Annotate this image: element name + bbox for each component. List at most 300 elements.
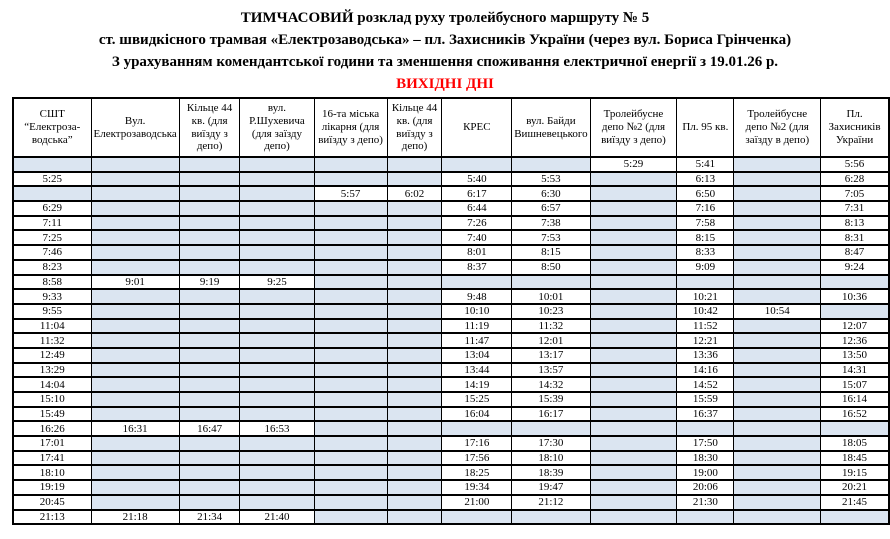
empty-cell — [240, 363, 314, 378]
time-cell: 7:25 — [13, 230, 91, 245]
time-cell: 21:13 — [13, 510, 91, 525]
time-cell: 18:25 — [442, 465, 512, 480]
time-cell: 9:24 — [821, 260, 889, 275]
table-row-3 — [13, 186, 889, 201]
empty-cell — [734, 333, 821, 348]
time-cell: 12:21 — [677, 333, 734, 348]
empty-cell — [734, 392, 821, 407]
empty-cell — [387, 436, 442, 451]
empty-cell — [314, 407, 387, 422]
time-cell: 12:36 — [821, 333, 889, 348]
table-row-2 — [13, 172, 889, 187]
time-cell: 21:45 — [821, 495, 889, 510]
time-cell: 10:36 — [821, 289, 889, 304]
table-row-23 — [13, 480, 889, 495]
empty-cell — [314, 157, 387, 172]
table-row-13 — [13, 333, 889, 348]
time-cell: 11:52 — [677, 319, 734, 334]
empty-cell — [590, 421, 677, 436]
time-cell: 6:50 — [677, 186, 734, 201]
empty-cell — [91, 348, 179, 363]
empty-cell — [240, 407, 314, 422]
empty-cell — [387, 289, 442, 304]
time-cell: 18:05 — [821, 436, 889, 451]
column-header-11: Тролейбусне депо №2 (для заїзду в депо) — [734, 98, 821, 157]
table-row-10 — [13, 289, 889, 304]
empty-cell — [734, 480, 821, 495]
empty-cell — [91, 319, 179, 334]
time-cell: 14:52 — [677, 377, 734, 392]
empty-cell — [91, 245, 179, 260]
empty-cell — [387, 319, 442, 334]
empty-cell — [240, 186, 314, 201]
empty-cell — [314, 289, 387, 304]
empty-cell — [734, 275, 821, 290]
title-block — [0, 0, 890, 95]
table-row-18 — [13, 407, 889, 422]
time-cell: 12:07 — [821, 319, 889, 334]
empty-cell — [734, 289, 821, 304]
table-row-7 — [13, 245, 889, 260]
table-row-17 — [13, 392, 889, 407]
time-cell: 6:28 — [821, 172, 889, 187]
empty-cell — [314, 216, 387, 231]
empty-cell — [590, 172, 677, 187]
empty-cell — [179, 465, 240, 480]
time-cell: 17:41 — [13, 451, 91, 466]
empty-cell — [387, 201, 442, 216]
empty-cell — [240, 201, 314, 216]
empty-cell — [734, 421, 821, 436]
empty-cell — [314, 436, 387, 451]
time-cell: 7:40 — [442, 230, 512, 245]
time-cell: 19:47 — [512, 480, 590, 495]
empty-cell — [590, 465, 677, 480]
empty-cell — [314, 495, 387, 510]
empty-cell — [91, 451, 179, 466]
time-cell: 14:32 — [512, 377, 590, 392]
table-row-24 — [13, 495, 889, 510]
table-row-9 — [13, 275, 889, 290]
time-cell: 19:00 — [677, 465, 734, 480]
time-cell: 9:48 — [442, 289, 512, 304]
time-cell: 13:44 — [442, 363, 512, 378]
empty-cell — [387, 216, 442, 231]
table-row-14 — [13, 348, 889, 363]
empty-cell — [179, 245, 240, 260]
empty-cell — [179, 363, 240, 378]
title-line-2: ст. швидкісного трамвая «Електрозаводська» – пл. Захисників України (через вул. Бориса Грінченка) — [98, 32, 792, 48]
time-cell: 10:10 — [442, 304, 512, 319]
empty-cell — [590, 348, 677, 363]
table-row-11 — [13, 304, 889, 319]
empty-cell — [240, 436, 314, 451]
time-cell: 6:02 — [387, 186, 442, 201]
time-cell: 16:17 — [512, 407, 590, 422]
table-row-6 — [13, 230, 889, 245]
empty-cell — [240, 172, 314, 187]
time-cell: 19:19 — [13, 480, 91, 495]
time-cell: 16:52 — [821, 407, 889, 422]
empty-cell — [240, 230, 314, 245]
time-cell: 17:01 — [13, 436, 91, 451]
empty-cell — [590, 319, 677, 334]
time-cell: 18:30 — [677, 451, 734, 466]
empty-cell — [179, 201, 240, 216]
time-cell: 20:21 — [821, 480, 889, 495]
column-header-3: Кільце 44 кв. (для виїзду з депо) — [179, 98, 240, 157]
empty-cell — [179, 495, 240, 510]
time-cell: 15:10 — [13, 392, 91, 407]
column-header-2: Вул. Електрозаводська — [91, 98, 179, 157]
table-row-22 — [13, 465, 889, 480]
empty-cell — [179, 260, 240, 275]
empty-cell — [91, 216, 179, 231]
empty-cell — [387, 495, 442, 510]
empty-cell — [387, 275, 442, 290]
empty-cell — [512, 157, 590, 172]
empty-cell — [734, 157, 821, 172]
empty-cell — [179, 348, 240, 363]
empty-cell — [91, 377, 179, 392]
empty-cell — [91, 289, 179, 304]
time-cell: 21:00 — [442, 495, 512, 510]
empty-cell — [179, 157, 240, 172]
empty-cell — [240, 495, 314, 510]
empty-cell — [590, 510, 677, 525]
empty-cell — [821, 304, 889, 319]
column-header-8: вул. Байди Вишневецького — [512, 98, 590, 157]
time-cell: 16:04 — [442, 407, 512, 422]
empty-cell — [179, 377, 240, 392]
title-line-1: ТИМЧАСОВИЙ розклад руху тролейбусного маршруту № 5 — [240, 10, 650, 26]
column-header-4: вул. Р.Шухевича (для заїзду депо) — [240, 98, 314, 157]
empty-cell — [387, 451, 442, 466]
empty-cell — [91, 436, 179, 451]
time-cell: 11:32 — [13, 333, 91, 348]
time-cell: 19:15 — [821, 465, 889, 480]
time-cell: 13:50 — [821, 348, 889, 363]
empty-cell — [179, 186, 240, 201]
time-cell: 9:33 — [13, 289, 91, 304]
empty-cell — [179, 436, 240, 451]
time-cell: 12:49 — [13, 348, 91, 363]
time-cell: 9:09 — [677, 260, 734, 275]
time-cell: 14:19 — [442, 377, 512, 392]
time-cell: 8:37 — [442, 260, 512, 275]
time-cell: 8:23 — [13, 260, 91, 275]
table-row-19 — [13, 421, 889, 436]
time-cell: 21:30 — [677, 495, 734, 510]
time-cell: 8:15 — [512, 245, 590, 260]
empty-cell — [387, 392, 442, 407]
time-cell: 8:15 — [677, 230, 734, 245]
time-cell: 8:33 — [677, 245, 734, 260]
time-cell: 21:12 — [512, 495, 590, 510]
empty-cell — [512, 510, 590, 525]
empty-cell — [91, 304, 179, 319]
time-cell: 7:58 — [677, 216, 734, 231]
empty-cell — [91, 230, 179, 245]
empty-cell — [240, 333, 314, 348]
time-cell: 6:13 — [677, 172, 734, 187]
time-cell: 13:04 — [442, 348, 512, 363]
empty-cell — [590, 216, 677, 231]
empty-cell — [442, 510, 512, 525]
time-cell: 13:57 — [512, 363, 590, 378]
empty-cell — [590, 392, 677, 407]
empty-cell — [590, 436, 677, 451]
table-row-25 — [13, 510, 889, 525]
time-cell: 10:42 — [677, 304, 734, 319]
column-header-9: Тролейбусне депо №2 (для виїзду з депо) — [590, 98, 677, 157]
empty-cell — [240, 451, 314, 466]
empty-cell — [314, 451, 387, 466]
empty-cell — [314, 377, 387, 392]
time-cell: 7:38 — [512, 216, 590, 231]
time-cell: 5:56 — [821, 157, 889, 172]
empty-cell — [734, 245, 821, 260]
empty-cell — [387, 245, 442, 260]
empty-cell — [677, 510, 734, 525]
time-cell: 16:31 — [91, 421, 179, 436]
time-cell: 7:46 — [13, 245, 91, 260]
time-cell: 5:29 — [590, 157, 677, 172]
time-cell: 9:25 — [240, 275, 314, 290]
empty-cell — [91, 363, 179, 378]
empty-cell — [179, 304, 240, 319]
time-cell: 17:50 — [677, 436, 734, 451]
empty-cell — [91, 480, 179, 495]
empty-cell — [677, 421, 734, 436]
table-row-15 — [13, 363, 889, 378]
table-row-12 — [13, 319, 889, 334]
empty-cell — [314, 172, 387, 187]
empty-cell — [240, 245, 314, 260]
empty-cell — [734, 465, 821, 480]
empty-cell — [314, 465, 387, 480]
column-header-7: КРЕС — [442, 98, 512, 157]
schedule-table — [12, 97, 890, 525]
time-cell: 20:45 — [13, 495, 91, 510]
time-cell: 14:31 — [821, 363, 889, 378]
time-cell: 8:13 — [821, 216, 889, 231]
empty-cell — [734, 407, 821, 422]
time-cell: 11:47 — [442, 333, 512, 348]
time-cell: 18:39 — [512, 465, 590, 480]
empty-cell — [590, 230, 677, 245]
empty-cell — [734, 495, 821, 510]
empty-cell — [179, 407, 240, 422]
table-row-4 — [13, 201, 889, 216]
empty-cell — [240, 392, 314, 407]
empty-cell — [734, 510, 821, 525]
empty-cell — [387, 348, 442, 363]
time-cell: 9:55 — [13, 304, 91, 319]
time-cell: 15:39 — [512, 392, 590, 407]
time-cell: 7:31 — [821, 201, 889, 216]
empty-cell — [179, 392, 240, 407]
time-cell: 10:21 — [677, 289, 734, 304]
time-cell: 13:36 — [677, 348, 734, 363]
empty-cell — [240, 304, 314, 319]
table-row-20 — [13, 436, 889, 451]
empty-cell — [512, 421, 590, 436]
empty-cell — [590, 333, 677, 348]
empty-cell — [387, 230, 442, 245]
time-cell: 20:06 — [677, 480, 734, 495]
empty-cell — [590, 289, 677, 304]
empty-cell — [179, 480, 240, 495]
empty-cell — [91, 201, 179, 216]
empty-cell — [314, 230, 387, 245]
time-cell: 5:57 — [314, 186, 387, 201]
empty-cell — [179, 216, 240, 231]
time-cell: 7:26 — [442, 216, 512, 231]
empty-cell — [179, 230, 240, 245]
empty-cell — [590, 304, 677, 319]
time-cell: 18:10 — [13, 465, 91, 480]
time-cell: 17:56 — [442, 451, 512, 466]
time-cell: 14:16 — [677, 363, 734, 378]
empty-cell — [387, 333, 442, 348]
empty-cell — [91, 407, 179, 422]
empty-cell — [734, 260, 821, 275]
empty-cell — [314, 363, 387, 378]
empty-cell — [734, 451, 821, 466]
time-cell: 18:10 — [512, 451, 590, 466]
empty-cell — [442, 275, 512, 290]
empty-cell — [91, 495, 179, 510]
time-cell: 9:19 — [179, 275, 240, 290]
schedule-table-body — [13, 157, 889, 524]
empty-cell — [314, 480, 387, 495]
empty-cell — [442, 421, 512, 436]
empty-cell — [240, 377, 314, 392]
table-row-21 — [13, 451, 889, 466]
time-cell: 13:29 — [13, 363, 91, 378]
time-cell: 7:53 — [512, 230, 590, 245]
empty-cell — [314, 333, 387, 348]
empty-cell — [179, 319, 240, 334]
time-cell: 6:29 — [13, 201, 91, 216]
empty-cell — [387, 260, 442, 275]
empty-cell — [13, 186, 91, 201]
empty-cell — [179, 289, 240, 304]
table-row-5 — [13, 216, 889, 231]
empty-cell — [734, 319, 821, 334]
time-cell: 8:58 — [13, 275, 91, 290]
time-cell: 15:49 — [13, 407, 91, 422]
time-cell: 5:53 — [512, 172, 590, 187]
title-line-3: З урахуванням комендантської години та зменшення споживання електричної енергії з 19.01.26 р. — [111, 54, 779, 70]
time-cell: 6:44 — [442, 201, 512, 216]
time-cell: 14:04 — [13, 377, 91, 392]
time-cell: 15:07 — [821, 377, 889, 392]
empty-cell — [240, 480, 314, 495]
empty-cell — [590, 260, 677, 275]
day-type-label: ВИХІДНІ ДНІ — [396, 76, 494, 92]
time-cell: 8:31 — [821, 230, 889, 245]
time-cell: 16:37 — [677, 407, 734, 422]
time-cell: 6:17 — [442, 186, 512, 201]
time-cell: 5:41 — [677, 157, 734, 172]
empty-cell — [734, 186, 821, 201]
time-cell: 6:30 — [512, 186, 590, 201]
time-cell: 15:25 — [442, 392, 512, 407]
table-row-8 — [13, 260, 889, 275]
time-cell: 5:25 — [13, 172, 91, 187]
empty-cell — [387, 421, 442, 436]
column-header-10: Пл. 95 кв. — [677, 98, 734, 157]
time-cell: 6:57 — [512, 201, 590, 216]
empty-cell — [314, 510, 387, 525]
time-cell: 21:40 — [240, 510, 314, 525]
empty-cell — [821, 421, 889, 436]
time-cell: 11:04 — [13, 319, 91, 334]
empty-cell — [387, 480, 442, 495]
empty-cell — [314, 304, 387, 319]
empty-cell — [91, 465, 179, 480]
time-cell: 16:53 — [240, 421, 314, 436]
empty-cell — [387, 465, 442, 480]
column-header-6: Кільце 44 кв. (для виїзду з депо) — [387, 98, 442, 157]
empty-cell — [821, 275, 889, 290]
empty-cell — [240, 465, 314, 480]
time-cell: 10:23 — [512, 304, 590, 319]
empty-cell — [91, 260, 179, 275]
empty-cell — [240, 348, 314, 363]
empty-cell — [590, 480, 677, 495]
empty-cell — [179, 451, 240, 466]
empty-cell — [91, 157, 179, 172]
empty-cell — [387, 363, 442, 378]
empty-cell — [91, 172, 179, 187]
empty-cell — [314, 348, 387, 363]
empty-cell — [387, 157, 442, 172]
column-header-12: Пл. Захисників України — [821, 98, 889, 157]
time-cell: 21:34 — [179, 510, 240, 525]
empty-cell — [387, 377, 442, 392]
empty-cell — [314, 421, 387, 436]
empty-cell — [314, 260, 387, 275]
header-row — [13, 98, 889, 157]
time-cell: 13:17 — [512, 348, 590, 363]
empty-cell — [314, 245, 387, 260]
empty-cell — [91, 392, 179, 407]
time-cell: 8:47 — [821, 245, 889, 260]
empty-cell — [677, 275, 734, 290]
empty-cell — [512, 275, 590, 290]
time-cell: 21:18 — [91, 510, 179, 525]
empty-cell — [590, 201, 677, 216]
schedule-table-head — [13, 98, 889, 157]
empty-cell — [590, 186, 677, 201]
empty-cell — [314, 392, 387, 407]
empty-cell — [590, 363, 677, 378]
empty-cell — [590, 377, 677, 392]
empty-cell — [91, 333, 179, 348]
empty-cell — [314, 319, 387, 334]
column-header-1: СШТ “Електроза-водська” — [13, 98, 91, 157]
empty-cell — [179, 172, 240, 187]
empty-cell — [91, 186, 179, 201]
empty-cell — [590, 245, 677, 260]
time-cell: 15:59 — [677, 392, 734, 407]
empty-cell — [442, 157, 512, 172]
time-cell: 10:54 — [734, 304, 821, 319]
empty-cell — [734, 201, 821, 216]
